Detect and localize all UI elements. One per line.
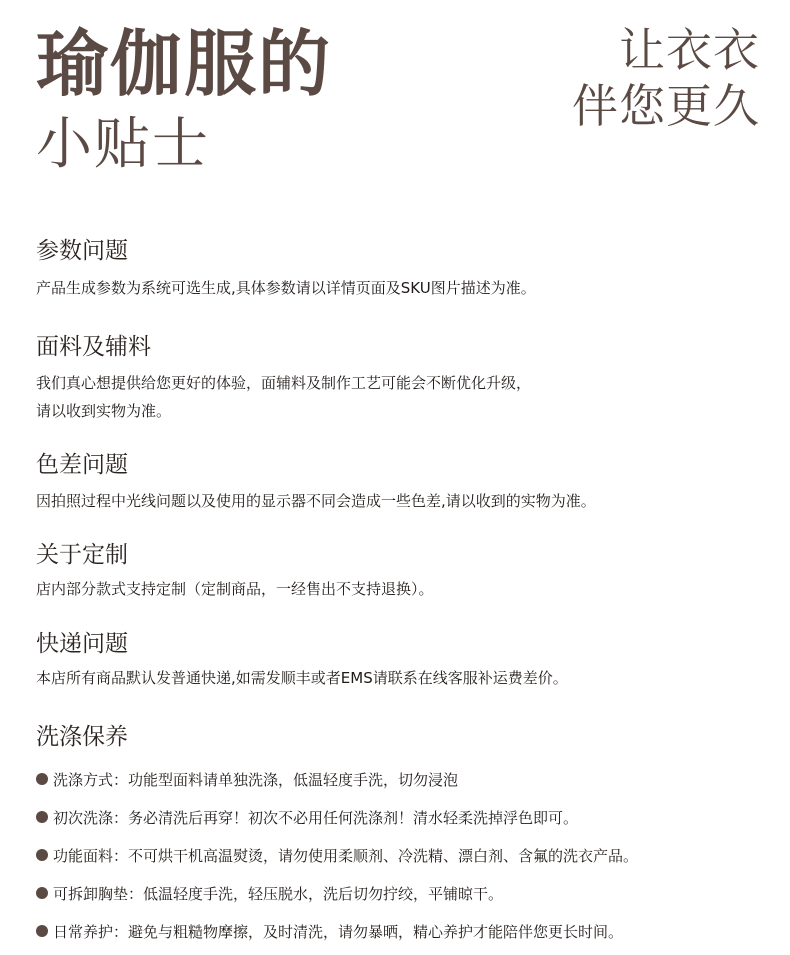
section-text-color-difference: 因拍照过程中光线问题以及使用的显示器不同会造成一些色差,请以收到的实物为准。 <box>36 492 596 510</box>
bullet-dot-icon <box>36 811 48 823</box>
bullet-dot-icon <box>36 773 48 785</box>
section-title-shipping: 快递问题 <box>36 631 128 657</box>
section-text-parameters: 产品生成参数为系统可选生成,具体参数请以详情页面及SKU图片描述为准。 <box>36 279 536 297</box>
section-title-care: 洗涤保养 <box>36 724 128 750</box>
care-item-text: 初次洗涤：务必清洗后再穿！初次不必用任何洗涤剂！清水轻柔洗掉浮色即可。 <box>53 808 579 827</box>
care-item-washing-method <box>36 760 638 798</box>
section-text-customization: 店内部分款式支持定制（定制商品，一经售出不支持退换）。 <box>36 580 434 598</box>
bullet-dot-icon <box>36 887 48 899</box>
care-item-removable-pad <box>36 874 638 912</box>
care-item-text: 功能面料：不可烘干机高温熨烫，请勿使用柔顺剂、冷洗精、漂白剂、含氟的洗衣产品。 <box>53 846 639 865</box>
page-subtitle: 小贴士 <box>36 112 210 177</box>
care-item-first-wash <box>36 798 638 836</box>
care-item-daily-care <box>36 912 638 950</box>
page-title: 瑜伽服的 <box>36 22 333 106</box>
section-text-fabric-line-1: 我们真心想提供给您更好的体验，面辅料及制作工艺可能会不断优化升级， <box>36 374 532 392</box>
care-item-functional-fabric <box>36 836 638 874</box>
bullet-dot-icon <box>36 925 48 937</box>
care-item-text: 洗涤方式：功能型面料请单独洗涤，低温轻度手洗，切勿浸泡 <box>53 770 459 789</box>
slogan-line-2: 伴您更久 <box>572 79 760 133</box>
care-item-text: 日常养护：避免与粗糙物摩擦，及时清洗，请勿暴晒，精心养护才能陪伴您更长时间。 <box>53 922 624 941</box>
section-title-color-difference: 色差问题 <box>36 452 128 478</box>
section-title-customization: 关于定制 <box>36 542 128 568</box>
section-title-parameters: 参数问题 <box>36 238 128 264</box>
slogan <box>572 22 760 134</box>
section-text-shipping: 本店所有商品默认发普通快递,如需发顺丰或者EMS请联系在线客服补运费差价。 <box>36 669 568 687</box>
bullet-dot-icon <box>36 849 48 861</box>
slogan-line-1: 让衣衣 <box>619 23 760 77</box>
section-text-fabric-line-2: 请以收到实物为准。 <box>36 402 172 420</box>
section-title-fabric: 面料及辅料 <box>36 334 151 360</box>
care-item-text: 可拆卸胸垫：低温轻度手洗，轻压脱水，洗后切勿拧绞，平铺晾干。 <box>53 884 504 903</box>
care-list <box>36 760 638 950</box>
